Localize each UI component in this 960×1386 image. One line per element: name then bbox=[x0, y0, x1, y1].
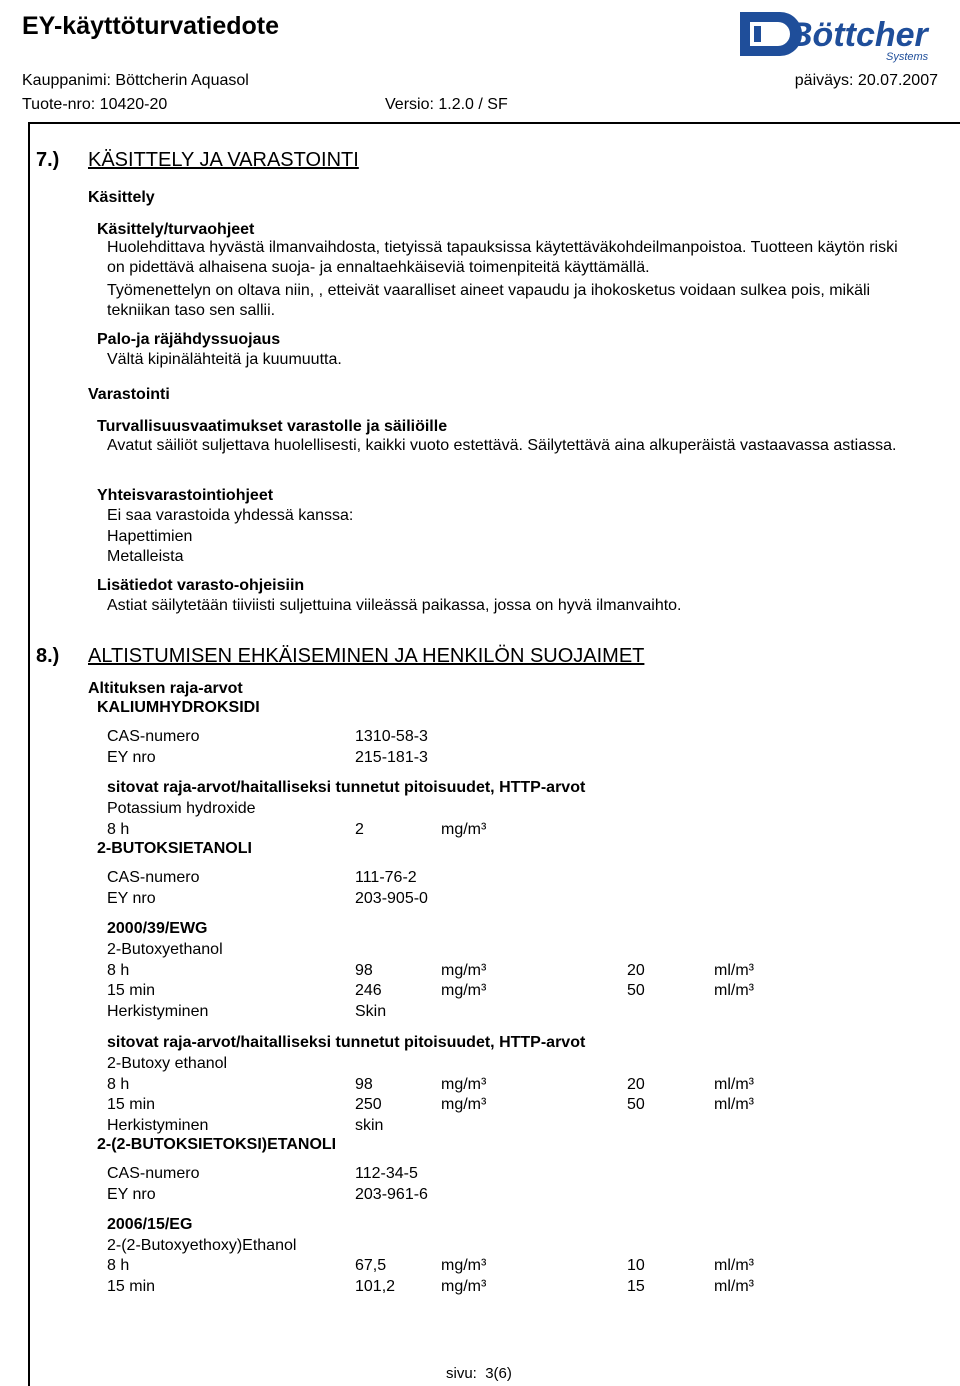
limit-value: 101,2 bbox=[355, 1278, 396, 1295]
limit-unit-ml: ml/m³ bbox=[714, 982, 754, 999]
fire-protection-text: Vältä kipinälähteitä ja kuumuutta. bbox=[107, 351, 342, 368]
limit-unit-ml: ml/m³ bbox=[714, 962, 754, 979]
limit-value: 2 bbox=[355, 821, 364, 838]
joint-storage-line: Metalleista bbox=[107, 548, 184, 565]
fire-protection-heading: Palo-ja räjähdyssuojaus bbox=[97, 331, 281, 348]
ey-label: EY nro bbox=[107, 1186, 156, 1203]
limit-value: 67,5 bbox=[355, 1257, 387, 1274]
document-version: Versio: 1.2.0 / SF bbox=[385, 96, 508, 113]
limit-unit-ml: ml/m³ bbox=[714, 1076, 754, 1093]
limit-unit: mg/m³ bbox=[441, 1278, 487, 1295]
regulation-substance: 2-(2-Butoxyethoxy)Ethanol bbox=[107, 1237, 297, 1254]
regulation-substance: 2-Butoxyethanol bbox=[107, 941, 223, 958]
document-title: EY-käyttöturvatiedote bbox=[22, 12, 280, 40]
limit-period: 15 min bbox=[107, 1096, 156, 1113]
limit-period: 8 h bbox=[107, 1257, 130, 1274]
ey-label: EY nro bbox=[107, 890, 156, 907]
limit-period: 15 min bbox=[107, 1278, 156, 1295]
limit-value-ml: 15 bbox=[627, 1278, 645, 1295]
page-label: sivu: bbox=[446, 1365, 477, 1382]
ey-value: 203-961-6 bbox=[355, 1186, 428, 1203]
sensitization-value: Skin bbox=[355, 1003, 387, 1020]
limit-unit: mg/m³ bbox=[441, 821, 487, 838]
product-name: Kauppanimi: Böttcherin Aquasol bbox=[22, 72, 249, 89]
cas-value: 112-34-5 bbox=[355, 1165, 418, 1182]
storage-requirements-heading: Turvallisuusvaatimukset varastolle ja säiliöille bbox=[97, 418, 448, 435]
bottcher-logo bbox=[736, 4, 954, 64]
regulation-substance: Potassium hydroxide bbox=[107, 800, 256, 817]
limit-unit: mg/m³ bbox=[441, 1076, 487, 1093]
brand-name: Böttcher bbox=[788, 16, 928, 54]
section-7-number: 7.) bbox=[36, 149, 60, 171]
regulation-title: sitovat raja-arvot/haitalliseksi tunnetut pitoisuudet, HTTP-arvot bbox=[107, 779, 586, 796]
limit-value: 246 bbox=[355, 982, 382, 999]
storage-info-text: Astiat säilytetään tiiviisti suljettuina viileässä paikassa, jossa on hyvä ilmanvaihto. bbox=[107, 597, 682, 614]
limit-unit: mg/m³ bbox=[441, 982, 487, 999]
regulation-title: 2006/15/EG bbox=[107, 1216, 193, 1233]
section-8-title: ALTISTUMISEN EHKÄISEMINEN JA HENKILÖN SUOJAIMET bbox=[88, 645, 645, 667]
limit-value-ml: 50 bbox=[627, 982, 645, 999]
sensitization-label: Herkistyminen bbox=[107, 1117, 209, 1134]
limit-period: 15 min bbox=[107, 982, 156, 999]
exposure-limits-heading: Altituksen raja-arvot bbox=[88, 680, 243, 697]
storage-info-heading: Lisätiedot varasto-ohjeisiin bbox=[97, 577, 305, 594]
cas-label: CAS-numero bbox=[107, 869, 200, 886]
limit-value-ml: 20 bbox=[627, 962, 645, 979]
sensitization-label: Herkistyminen bbox=[107, 1003, 209, 1020]
regulation-substance: 2-Butoxy ethanol bbox=[107, 1055, 228, 1072]
limit-unit: mg/m³ bbox=[441, 1096, 487, 1113]
substance-name: 2-BUTOKSIETANOLI bbox=[97, 840, 252, 857]
page-number: 3(6) bbox=[485, 1365, 512, 1382]
cas-label: CAS-numero bbox=[107, 728, 200, 745]
limit-value-ml: 20 bbox=[627, 1076, 645, 1093]
limit-value: 98 bbox=[355, 1076, 373, 1093]
document-date: päiväys: 20.07.2007 bbox=[794, 72, 938, 89]
joint-storage-line: Hapettimien bbox=[107, 528, 193, 545]
joint-storage-line: Ei saa varastoida yhdessä kanssa: bbox=[107, 507, 354, 524]
storage-heading: Varastointi bbox=[88, 386, 170, 403]
regulation-title: 2000/39/EWG bbox=[107, 920, 208, 937]
product-number: Tuote-nro: 10420-20 bbox=[22, 96, 168, 113]
regulation-title: sitovat raja-arvot/haitalliseksi tunnetut pitoisuudet, HTTP-arvot bbox=[107, 1034, 586, 1051]
limit-value-ml: 10 bbox=[627, 1257, 645, 1274]
limit-period: 8 h bbox=[107, 821, 130, 838]
ey-label: EY nro bbox=[107, 749, 156, 766]
limit-period: 8 h bbox=[107, 962, 130, 979]
limit-value: 250 bbox=[355, 1096, 382, 1113]
handling-heading: Käsittely bbox=[88, 189, 155, 206]
limit-unit-ml: ml/m³ bbox=[714, 1278, 754, 1295]
page-footer bbox=[446, 1365, 512, 1382]
storage-requirements-text: Avatut säiliöt suljettava huolellisesti, kaikki vuoto estettävä. Säilytettävä aina alkuperäistä vastaavassa astiassa. bbox=[107, 437, 897, 454]
limit-unit: mg/m³ bbox=[441, 962, 487, 979]
cas-value: 1310-58-3 bbox=[355, 728, 428, 745]
handling-subheading: Käsittely/turvaohjeet bbox=[97, 221, 255, 238]
limit-unit: mg/m³ bbox=[441, 1257, 487, 1274]
ey-value: 215-181-3 bbox=[355, 749, 428, 766]
substance-name: 2-(2-BUTOKSIETOKSI)ETANOLI bbox=[97, 1136, 337, 1153]
limit-period: 8 h bbox=[107, 1076, 130, 1093]
joint-storage-heading: Yhteisvarastointiohjeet bbox=[97, 487, 274, 504]
substance-name: KALIUMHYDROKSIDI bbox=[97, 699, 260, 716]
limit-value: 98 bbox=[355, 962, 373, 979]
handling-text-2: Työmenettelyn on oltava niin, , etteivät vaaralliset aineet vapaudu ja ihokosketus voidaan sulkea pois, mikäli tekniikan taso sen sallii. bbox=[107, 282, 871, 319]
limit-unit-ml: ml/m³ bbox=[714, 1096, 754, 1113]
limit-value-ml: 50 bbox=[627, 1096, 645, 1113]
limit-unit-ml: ml/m³ bbox=[714, 1257, 754, 1274]
sensitization-value: skin bbox=[355, 1117, 384, 1134]
section-8-number: 8.) bbox=[36, 645, 60, 667]
brand-subtitle: Systems bbox=[886, 51, 929, 63]
handling-text-1: Huolehdittava hyvästä ilmanvaihdosta, tietyissä tapauksissa käytettäväkohdeilmanpoistoa. Tuotteen käytön riski on pidettävä alhaisena suoja- ja ennaltaehkäiseviä toimenpiteitä käyttämällä. bbox=[107, 239, 898, 276]
ey-value: 203-905-0 bbox=[355, 890, 428, 907]
cas-value: 111-76-2 bbox=[355, 869, 417, 886]
section-7-title: KÄSITTELY JA VARASTOINTI bbox=[88, 149, 359, 171]
cas-label: CAS-numero bbox=[107, 1165, 200, 1182]
